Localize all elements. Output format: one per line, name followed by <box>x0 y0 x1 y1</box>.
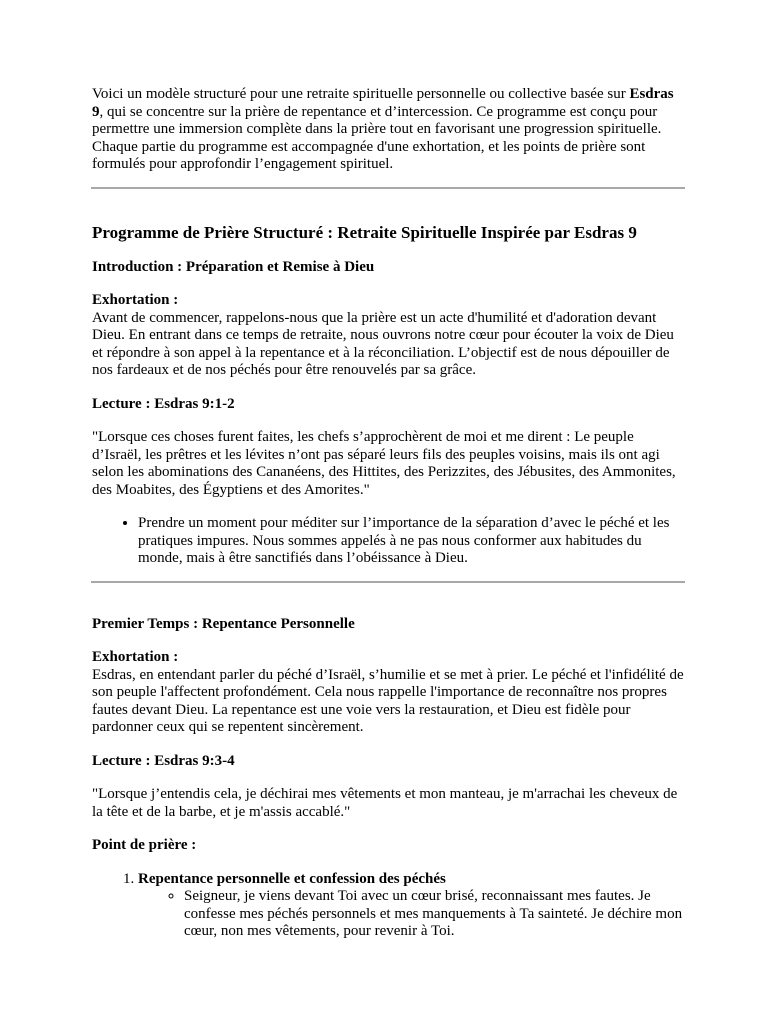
prayer-points-list <box>92 871 684 941</box>
reading-label <box>92 753 684 771</box>
document-title: Programme de Prière Structuré : Retraite Spirituelle Inspirée par Esdras 9 <box>92 222 637 242</box>
list-item: ◦ Seigneur, je viens devant Toi avec un cœur brisé, reconnaissant mes fautes. Je confesse mes péchés personnels et mes manquements à Ta sainteté. Je déchire mon cœur, non mes vêtements, pour revenir à Toi. <box>184 888 684 941</box>
exhortation-label: Exhortation : <box>92 292 179 308</box>
section-divider <box>91 581 685 583</box>
intro-bold-reference: Esdras 9 <box>92 86 674 120</box>
meditation-list <box>92 515 684 568</box>
document-content <box>92 86 684 941</box>
section1-exhortation <box>92 292 684 380</box>
exhortation-text: Avant de commencer, rappelons-nous que la prière est un acte d'humilité et d'adoration devant Dieu. En entrant dans ce temps de retraite, nous ouvrons notre cœur pour écouter la voix de Dieu et répondre à son appel à la repentance et à la réconciliation. L’objectif est de nous dépouiller de nos fardeaux et de nos péchés pour être renouvelés par sa grâce. <box>92 309 674 378</box>
intro-text-start: Voici un modèle structuré pour une retraite spirituelle personnelle ou collective basée sur <box>92 86 630 102</box>
intro-text-end: , qui se concentre sur la prière de repentance et d’intercession. Ce programme est conçu pour permettre une immersion complète dans la prière tout en favorisant une progression spirituelle. Chaque partie du programme est accompagnée d'une exhortation, et les points de prière sont formulés pour approfondir l’engagement spirituel. <box>92 103 662 172</box>
section2-heading: Premier Temps : Repentance Personnelle <box>92 615 355 632</box>
list-item: • Prendre un moment pour méditer sur l’importance de la séparation d’avec le péché et les pratiques impures. Nous sommes appelés à ne pas nous conformer aux habitudes du monde, mais à être sanctifiés dans l’obéissance à Dieu. <box>138 515 684 568</box>
section1-heading: Introduction : Préparation et Remise à Dieu <box>92 258 375 275</box>
reading-quote: "Lorsque ces choses furent faites, les chefs s’approchèrent de moi et me dirent : Le peuple d’Israël, les prêtres et les lévites n’ont pas séparé leurs fils des peuples voisins, mais ils ont agi selon les abominations des Cananéens, des Hittites, des Perizzites, des Jébusites, des Ammonites, des Moabites, des Égyptiens et des Amorites." <box>92 429 676 498</box>
intro-paragraph <box>92 86 684 174</box>
exhortation-text: Esdras, en entendant parler du péché d’Israël, s’humilie et se met à prier. Le péché et l'infidélité de son peuple l'affectent profondément. Cela nous rappelle l'importance de reconnaître nos propres fautes devant Dieu. La repentance est une voie vers la restauration, et Dieu est fidèle pour pardonner ceux qui se repentent sincèrement. <box>92 666 684 735</box>
reading-label <box>92 396 684 414</box>
reading-quote: "Lorsque j’entendis cela, je déchirai mes vêtements et mon manteau, je m'arrachai les cheveux de la tête et de la barbe, et je m'assis accablé." <box>92 786 678 820</box>
reading-label-text: Lecture : Esdras 9:3-4 <box>92 752 235 769</box>
list-item <box>138 871 684 941</box>
section-divider <box>91 187 685 189</box>
prayer-sub-list <box>138 888 684 941</box>
prayer-label-text: Point de prière : <box>92 837 197 853</box>
exhortation-label: Exhortation : <box>92 649 179 665</box>
reading-label-text: Lecture : Esdras 9:1-2 <box>92 395 235 412</box>
prayer-label <box>92 837 684 855</box>
section2-exhortation <box>92 649 684 737</box>
prayer-point-title: Repentance personnelle et confession des péchés <box>138 870 446 887</box>
